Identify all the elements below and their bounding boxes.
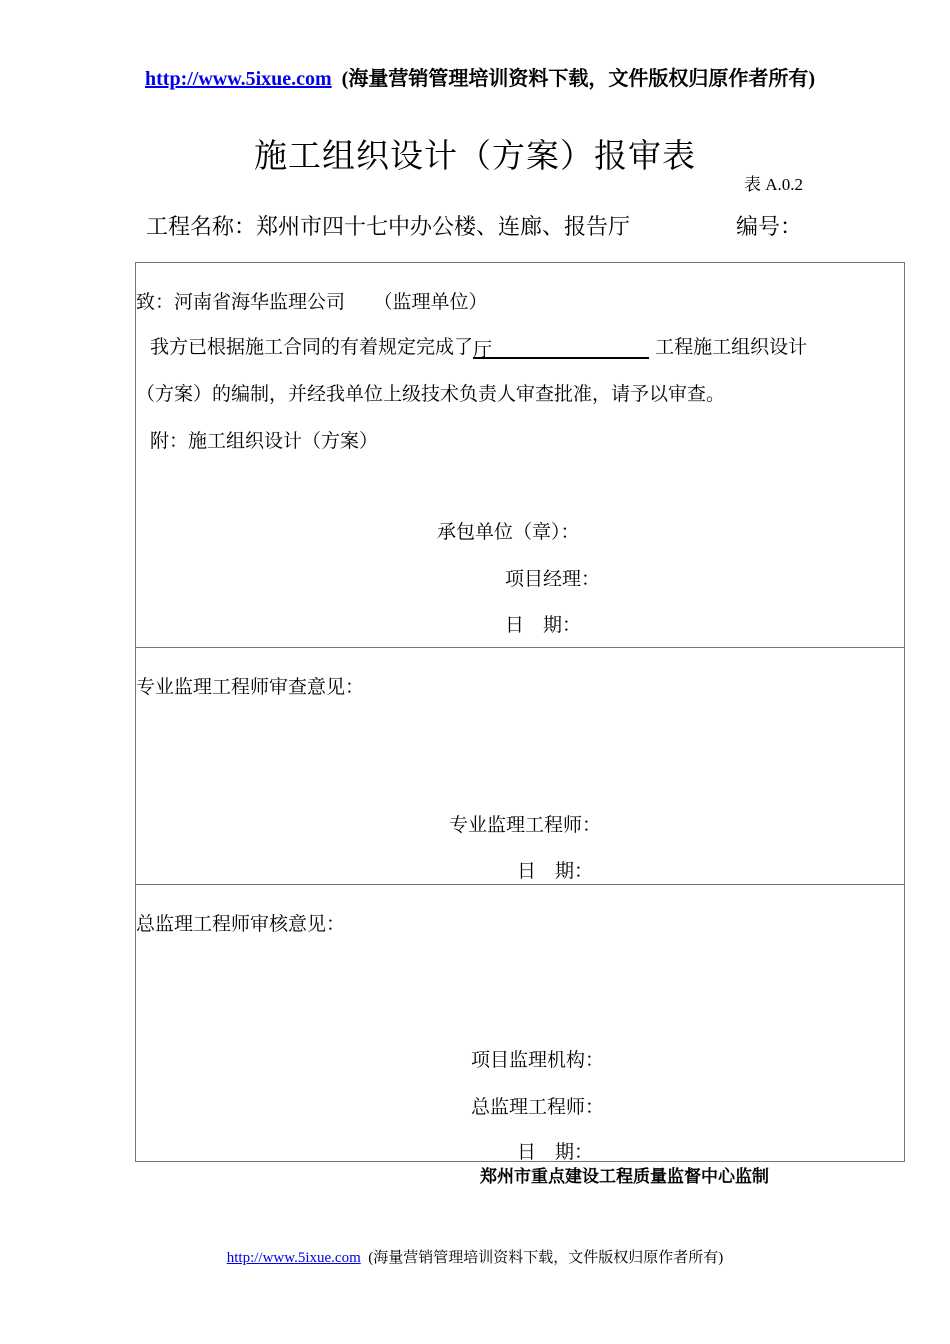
chief-review-section bbox=[136, 885, 905, 1162]
specialist-engineer-label: 专业监理工程师： bbox=[449, 814, 602, 836]
project-line bbox=[146, 210, 803, 241]
project-blank-field bbox=[473, 335, 649, 359]
supervision-org-label: 项目监理机构： bbox=[471, 1049, 605, 1071]
date-label: 日 期： bbox=[517, 1141, 594, 1163]
project-manager-label: 项目经理： bbox=[505, 568, 601, 590]
submission-suffix: 工程施工组织设计 bbox=[655, 336, 808, 358]
footer-note: (海量营销管理培训资料下载，文件版权归原作者所有) bbox=[368, 1250, 724, 1266]
date-label: 日 期： bbox=[505, 614, 582, 636]
header-note: (海量营销管理培训资料下载，文件版权归原作者所有) bbox=[341, 68, 815, 90]
code-label: 编号： bbox=[736, 215, 803, 240]
contractor-seal-label: 承包单位（章）： bbox=[437, 521, 580, 543]
issuer-note: 郑州市重点建设工程质量监督中心监制 bbox=[480, 1167, 769, 1187]
attachment-line: 附：施工组织设计（方案） bbox=[150, 430, 379, 452]
footer-link[interactable]: http://www.5ixue.com bbox=[226, 1250, 361, 1266]
project-blank-value: 厅 bbox=[473, 339, 493, 361]
page-header bbox=[140, 66, 820, 92]
approval-form-table bbox=[135, 262, 905, 1162]
recipient-line: 致：河南省海华监理公司 （监理单位） bbox=[136, 291, 488, 313]
specialist-review-section bbox=[136, 648, 905, 885]
submission-prefix: 我方已根据施工合同的有着规定完成了 bbox=[150, 336, 474, 358]
date-label: 日 期： bbox=[517, 860, 594, 882]
specialist-review-heading: 专业监理工程师审查意见： bbox=[136, 676, 365, 698]
page-footer bbox=[0, 1246, 950, 1267]
chief-review-heading: 总监理工程师审核意见： bbox=[136, 913, 346, 935]
header-link[interactable]: http://www.5ixue.com bbox=[145, 68, 332, 90]
submission-text-line2: （方案）的编制，并经我单位上级技术负责人审查批准，请予以审查。 bbox=[136, 383, 726, 405]
project-name: 工程名称：郑州市四十七中办公楼、连廊、报告厅 bbox=[146, 215, 631, 240]
form-number: 表 A.0.2 bbox=[744, 175, 804, 194]
form-title: 施工组织设计（方案）报审表 bbox=[254, 136, 696, 175]
chief-engineer-label: 总监理工程师： bbox=[471, 1096, 605, 1118]
submission-text bbox=[150, 332, 807, 359]
contractor-section bbox=[136, 263, 905, 648]
